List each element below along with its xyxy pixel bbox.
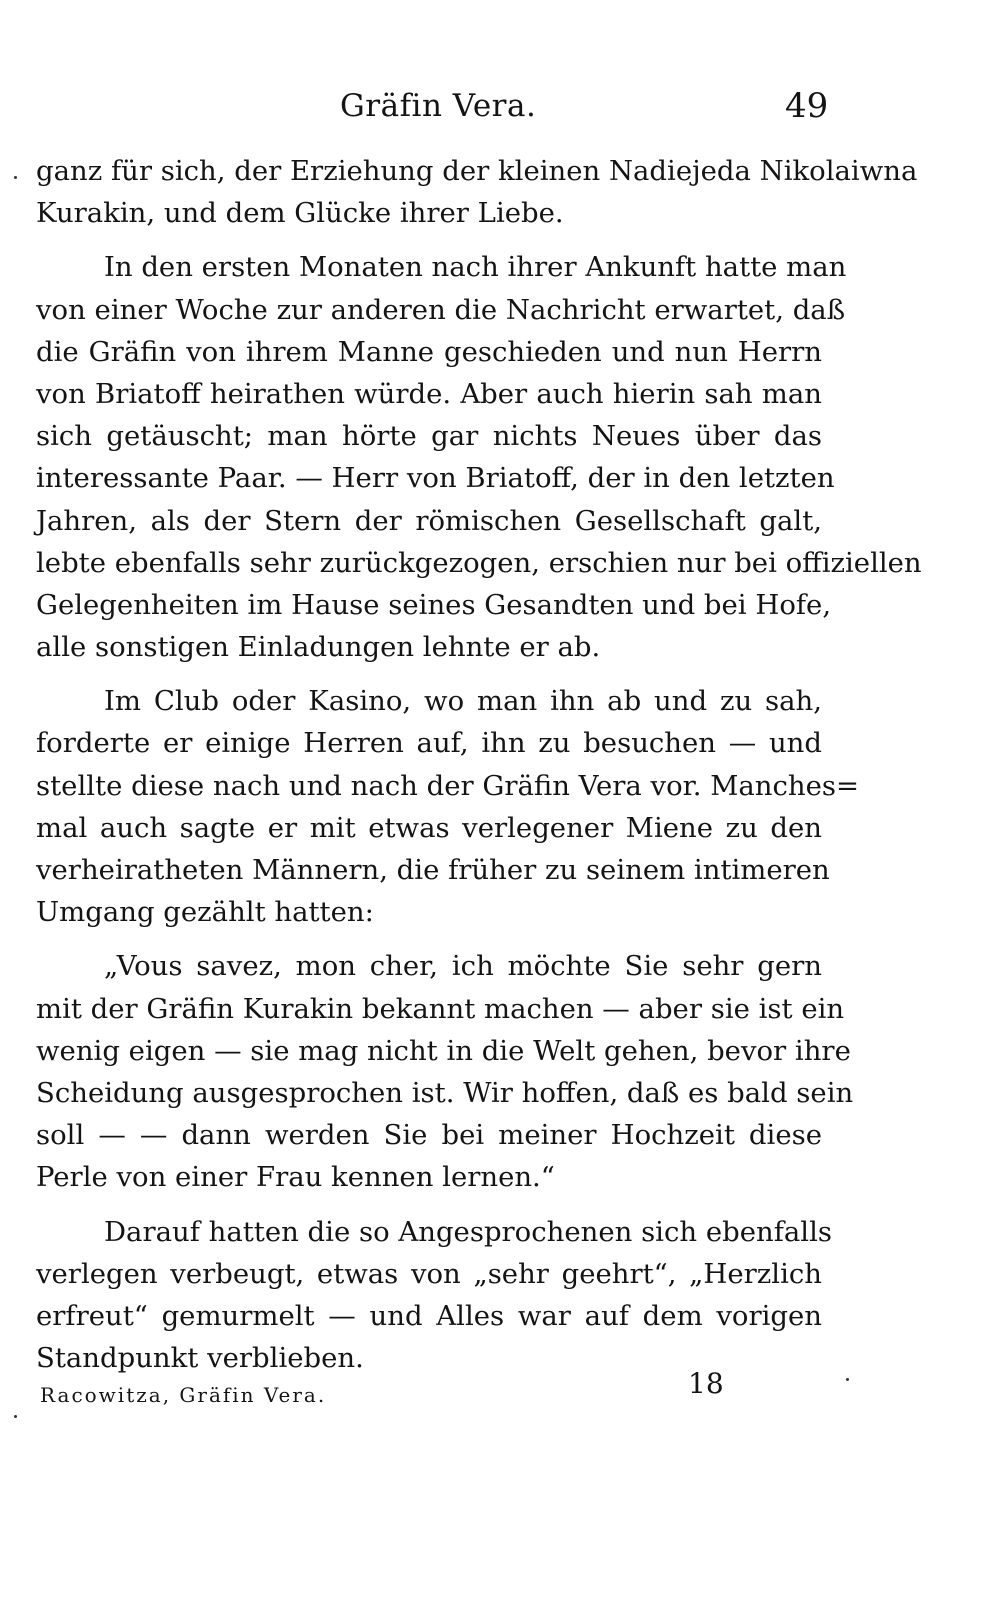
text-line: forderte er einige Herren auf, ihn zu besuchen — und <box>36 727 822 760</box>
text-line: mit der Gräfin Kurakin bekannt machen — aber sie ist ein <box>36 992 845 1025</box>
running-title: Gräfin Vera. <box>340 88 537 124</box>
text-line: erfreut“ gemurmelt — und Alles war auf dem vorigen <box>36 1299 822 1332</box>
text-line: „Vous savez, mon cher, ich möchte Sie sehr gern <box>104 950 822 983</box>
text-line: ganz für sich, der Erziehung der kleinen Nadiejeda Nikolaiwna <box>36 155 918 187</box>
signature-mark: Racowitza, Gräfin Vera. <box>40 1383 327 1407</box>
text-line: In den ersten Monaten nach ihrer Ankunft hatte man <box>104 251 847 284</box>
sheet-number: 18 <box>688 1367 724 1400</box>
text-line: Scheidung ausgesprochen ist. Wir hoffen, daß es bald sein <box>36 1076 854 1109</box>
text-line: die Gräfin von ihrem Manne geschieden und nun Herrn <box>36 335 822 368</box>
text-line: Darauf hatten die so Angesprochenen sich ebenfalls <box>104 1215 832 1248</box>
text-line: wenig eigen — sie mag nicht in die Welt gehen, bevor ihre <box>36 1034 851 1067</box>
text-line: von Briatoff heirathen würde. Aber auch hierin sah man <box>36 377 822 410</box>
text-line: Perle von einer Frau kennen lernen.“ <box>36 1161 555 1194</box>
page-footer <box>0 1365 1000 1415</box>
paper-speck <box>14 1415 17 1418</box>
text-line: soll — — dann werden Sie bei meiner Hochzeit diese <box>36 1119 822 1152</box>
text-line: verheiratheten Männern, die früher zu seinem intimeren <box>36 854 830 886</box>
text-line: Im Club oder Kasino, wo man ihn ab und zu sah, <box>104 685 822 718</box>
page-header <box>0 82 1000 132</box>
text-line: Gelegenheiten im Hause seines Gesandten und bei Hofe, <box>36 588 832 621</box>
paragraph <box>36 945 854 1198</box>
text-line: stellte diese nach und nach der Gräfin Vera vor. Manches= <box>36 769 860 802</box>
text-line: Standpunkt verblieben. <box>36 1342 364 1375</box>
text-line: alle sonstigen Einladungen lehnte er ab. <box>36 631 601 664</box>
text-line: Jahren, als der Stern der römischen Gesellschaft galt, <box>36 504 822 537</box>
paragraph <box>36 246 922 668</box>
text-line: mal auch sagte er mit etwas verlegener Miene zu den <box>36 811 822 844</box>
text-line: Kurakin, und dem Glücke ihrer Liebe. <box>36 197 564 230</box>
text-line: von einer Woche zur anderen die Nachricht erwartet, daß <box>36 293 846 326</box>
text-line: lebte ebenfalls sehr zurückgezogen, erschien nur bei offiziellen <box>36 546 922 579</box>
paper-speck <box>14 176 17 179</box>
text-line: Umgang gezählt hatten: <box>36 896 374 929</box>
paragraph <box>36 150 918 234</box>
paper-speck <box>846 1378 849 1381</box>
body-text <box>36 150 922 1379</box>
paragraph <box>36 680 860 933</box>
text-line: verlegen verbeugt, etwas von „sehr geehrt“, „Herzlich <box>36 1257 822 1290</box>
text-line: interessante Paar. — Herr von Briatoff, der in den letzten <box>36 462 835 495</box>
page-number: 49 <box>785 86 829 126</box>
text-line: sich getäuscht; man hörte gar nichts Neues über das <box>36 420 822 453</box>
paragraph <box>36 1211 832 1380</box>
